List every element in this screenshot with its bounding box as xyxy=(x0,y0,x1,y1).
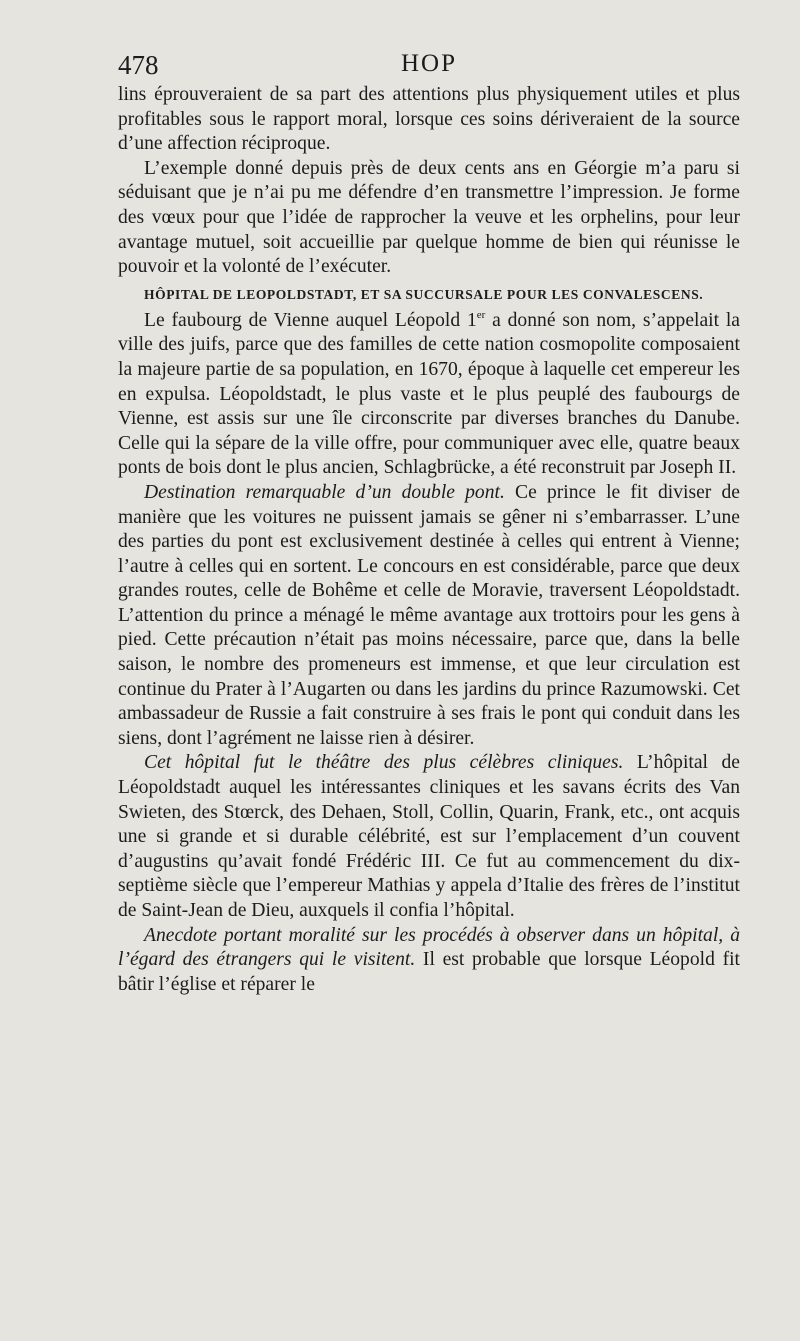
paragraph-double-bridge xyxy=(118,481,740,752)
italic-run-in-heading: Destination remarquable d’un double pont. xyxy=(144,481,505,503)
paragraph-text: Il est probable que lorsque Léopold fit bâtir l’église et réparer le xyxy=(118,949,740,995)
section-title: HÔPITAL DE LEOPOLDSTADT, ET SA SUCCURSALE POUR LES CONVALESCENS. xyxy=(144,286,704,302)
paragraph-hospital-clinics xyxy=(118,751,740,923)
italic-run-in-heading: Cet hôpital fut le théâtre des plus célèbres cliniques. xyxy=(144,752,624,774)
page-number: 478 xyxy=(118,50,159,80)
page-header xyxy=(118,50,740,86)
paragraph-anecdote xyxy=(118,924,740,998)
page-body xyxy=(118,83,740,997)
paragraph-leopoldstadt xyxy=(118,309,740,481)
paragraph-text: Ce prince le fit diviser de manière que les voitures ne puissent jamais se gêner ni s’embarrasser. L’une des parties du pont est exclusivement destinée à celles qui entrent à Vienne; l’autre à celles qui en sortent. Le concours en est considérable, parce que deux grandes routes, celle de Bohême et celle de Moravie, traversent Léopoldstadt. L’attention du prince a ménagé le même avantage aux trottoirs pour les gens à pied. Cette précaution n’était pas moins nécessaire, parce que, dans la belle saison, le nombre des promeneurs est immense, et que leur circulation est continue du Prater à l’Augarten ou dans les jardins du prince Razumowski. Cet ambassadeur de Russie a fait construire à ses frais le pont qui conduit dans les siens, dont l’agrément ne laisse rien à désirer. xyxy=(118,481,740,749)
paragraph-text: L’hôpital de Léopoldstadt auquel les intéressantes cliniques et les savans écrits des Van Swieten, des Stœrck, des Dehaen, Stoll, Collin, Quarin, Frank, etc., ont acquis une si grande et si durable célébrité, est sur l’emplacement d’un couvent d’augustins qu’avait fondé Frédéric III. Ce fut au commencement du dix-septième siècle que l’empereur Mathias y appela d’Italie des frères de l’institut de Saint-Jean de Dieu, auxquels il confia l’hôpital. xyxy=(118,752,741,921)
paragraph-text: Le faubourg de Vienne auquel Léopold 1 xyxy=(144,309,477,331)
paragraph-georgia-example: L’exemple donné depuis près de deux cents ans en Géorgie m’a paru si séduisant que je n’ai pu me défendre d’en transmettre l’impression. Je forme des vœux pour que l’idée de rapprocher la veuve et les orphelins, pour leur avantage mutuel, soit accueillie par quelque homme de bien qui réunisse le pouvoir et la volonté de l’exécuter. xyxy=(118,157,740,278)
ordinal-superscript: er xyxy=(476,308,486,321)
paragraph-text: a donné son nom, s’appelait la ville des juifs, parce que des familles de cette nation cosmopolite composaient la majeure partie de sa population, en 1670, époque à laquelle cet empereur les en expulsa. Léopoldstadt, le plus vaste et le plus peuplé des faubourgs de Vienne, est assis sur une île circonscrite par diverses branches du Danube. Celle qui la sépare de la ville offre, pour communiquer avec elle, quatre beaux ponts de bois dont le plus ancien, Schlagbrücke, a été reconstruit par Joseph II. xyxy=(118,309,741,479)
italic-run-in-heading: Anecdote portant moralité sur les procédés à observer dans un hôpital, à l’égard des étrangers qui le visitent. xyxy=(118,924,740,971)
paragraph-continuation: lins éprouveraient de sa part des attentions plus physiquement utiles et plus profitables sous le rapport moral, lorsque ces soins dériveraient de la source d’une affection réciproque. xyxy=(118,84,740,155)
running-head: HOP xyxy=(400,50,457,77)
